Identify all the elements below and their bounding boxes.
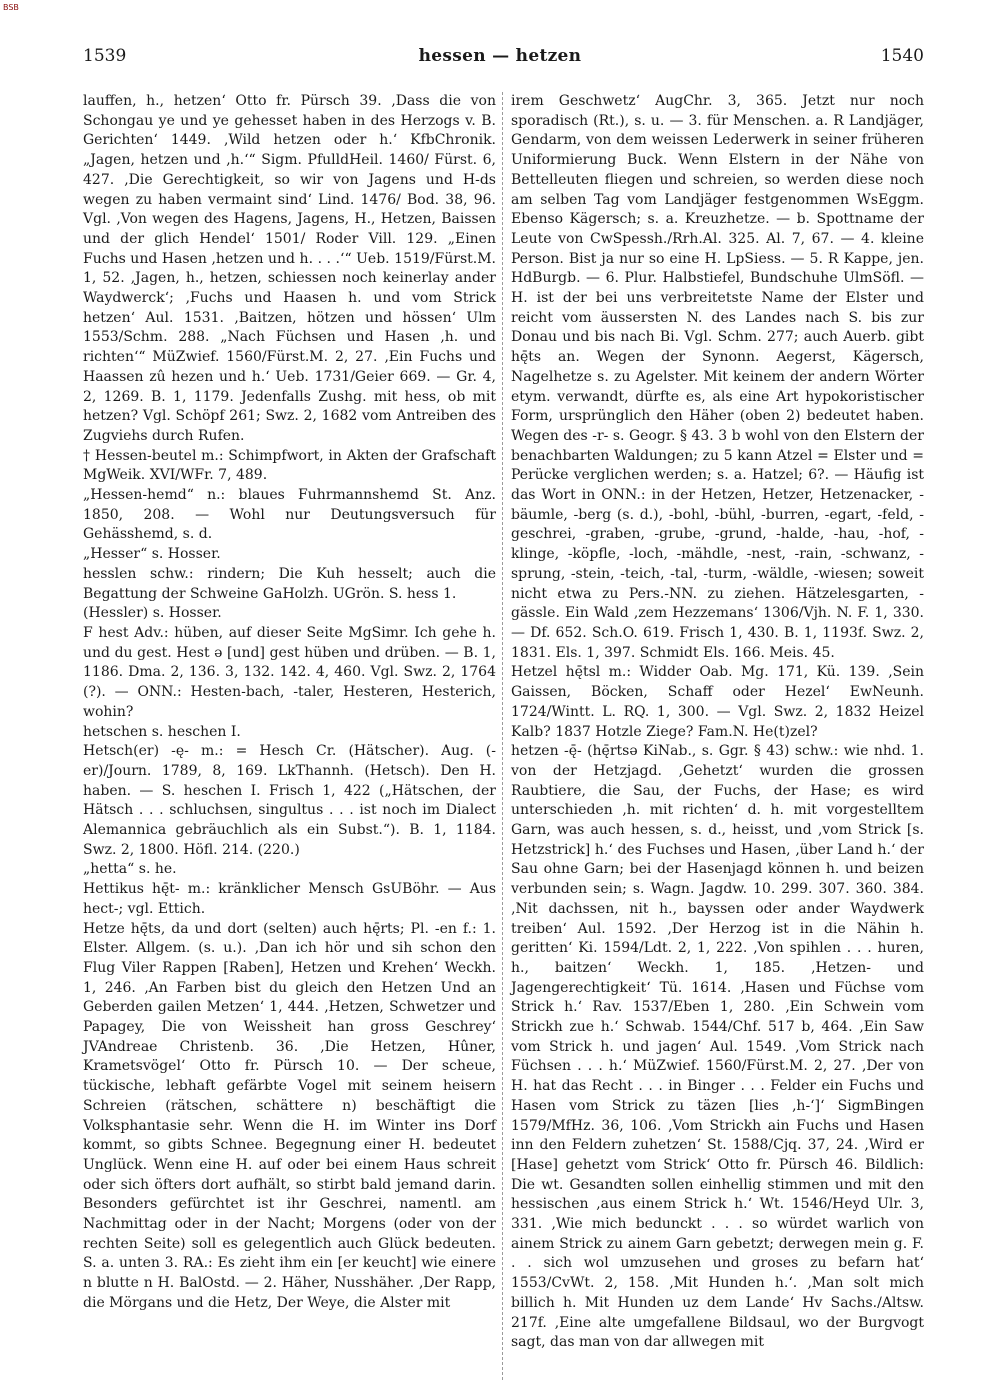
entry-hesser: „Hesser“ s. Hosser.	[83, 546, 221, 563]
entry-hetta: „hetta“ s. he.	[83, 861, 177, 878]
entry-hetze: Hetze hę̄ts, da und dort (selten) auch hę̄rts; Pl. -en f.: 1. Elster. Allgem. (s. u.). ‚Dan ich hör und sih schon den Flug Viler Rappen [Raben], Hetzen und Krehen‘ Weckh. 1, 246. ‚An Farben bist du gleich den Hetzen Und an Geberden gailen Metzen‘ 1, 444. ‚Hetzen, Schwetzer und Papagey, Die von Weissheit han gross Geschrey‘ JVAndreae Christenb. 36. ‚Die Hetzen, Hûner, Krametsvögel‘ Otto fr. Pürsch 10. — Der scheue, tückische, lebhaft gefärbte Vogel mit seinem heisern Schreien (rätschen, schättere n) beschäftigt die Volksphantasie sehr. Wenn die H. im Winter ins Dorf kommt, so gibts Schnee. Begegnung einer H. bedeutet Unglück. Wenn eine H. auf oder bei einem Haus schreit oder sich öfters dort aufhält, so stirbt bald jemand darin. Besonders gefürchtet ist ihr Geschrei, namentl. am Nachmittag oder in der Nacht; Morgens (oder von der rechten Seite) soll es gelegentlich auch Glück bedeuten. S. a. unten 3. RA.: Es zieht ihm ein [er keucht] wie einere n blutte n H. BalOstd. — 2. Häher, Nusshäher. ‚Der Rapp, die Mörgans und die Hetz, Der Weye, die Alster mit	[83, 920, 496, 1311]
entry-hetzel: Hetzel hę̄tsl m.: Widder Oab. Mg. 171, Kü. 139. ‚Sein Gaissen, Böcken, Schaff oder Hezel‘ EwNeunh. 1724/Wintt. L. RQ. 1, 300. — Vgl. Swz. 2, 1832 Heizel Kalb? 1837 Hotzle Ziege? Fam.N. He(t)zel?	[511, 664, 924, 740]
left-column	[83, 92, 496, 1314]
entry-hessler: (Hessler) s. Hosser.	[83, 605, 222, 622]
entry-hessen-hemd: „Hessen-hemd“ n.: blaues Fuhrmannshemd St. Anz. 1850, 208. — Wohl nur Deutungsversuch für Gehässhemd, s. d.	[83, 487, 496, 543]
entry-hessen-continued: lauffen, h., hetzen‘ Otto fr. Pürsch 39. ‚Dass die von Schongau ye und ye gehesset haben in des Herzogs v. B. Gerichten‘ 1449. ‚Wild hetzen oder h.‘ KfbChronik. „Jagen, hetzen und ‚h.‘“ Sigm. PfulldHeil. 1460/ Fürst. 6, 427. ‚Die Gerechtigkeit, so wir von Jagens und H-ds wegen zu haben vermaint sind‘ Lind. 1476/ Bod. 38, 96. Vgl. ‚Von wegen des Hagens, Jagens, H., Hetzen, Baissen und der glich Hendel‘ 1501/ Roder Vill. 129. „Einen Fuchs und Hasen ‚hetzen und h. . . .‘“ Ueb. 1519/Fürst.M. 1, 52. ‚Jagen, h., hetzen, schiessen noch keinerlay ander Waydwerck‘; ‚Fuchs und Haasen h. und vom Strick hetzen‘ Aul. 1531. ‚Baitzen, hötzen und hössen‘ Ulm 1553/Schm. 288. „Nach Füchsen und Hasen ‚h. und richten‘“ MüZwief. 1560/Fürst.M. 2, 27. ‚Ein Fuchs und Haassen zû hezen und h.‘ Ueb. 1731/Geier 669. — Gr. 4, 2, 1269. B. 1, 1179. Jedenfalls Zushg. mit hess, ob mit hetzen? Vgl. Schöpf 261; Swz. 2, 1682 vom Antreiben des Zugviehs durch Rufen.	[83, 93, 496, 444]
entry-hetzen: hetzen -ę̄- (hę̄rtsə KiNab., s. Ggr. § 43) schw.: wie nhd. 1. von der Hetzjagd. ‚Gehetzt‘ wurden die grossen Raubtiere, die Sau, der Fuchs, der Hase; es wird unterschieden ‚h. mit richten‘ d. h. mit vorgestelltem Garn, was auch hessen, s. d., heisst, und ‚vom Strick [s. Hetzstrick] h.‘ des Fuchses und Hasen, ‚über Land h.‘ der Sau ohne Garn; bei der Hasenjagd können h. und beizen verbunden sein; s. Wagn. Jagdw. 10. 299. 307. 360. 384. ‚Nit dachssen, nit h., bayssen oder ander Waydwerk treiben‘ Aul. 1592. ‚Der Herzog ist in die Nähin h. geritten‘ Ki. 1594/Ldt. 2, 1, 222. ‚Von spihlen . . . huren, h., baitzen‘ Weckh. 1, 185. ‚Hetzen- und Jagengerechtigkeit‘ Tü. 1614. ‚Hasen und Füchse vom Strick h.‘ Rav. 1537/Eben 1, 280. ‚Ein Schwein vom Strickh zue h.‘ Schwab. 1544/Chf. 517 b, 464. ‚Ein Saw vom Strick h. und jagen‘ Aul. 1549. ‚Vom Strick nach Füchsen . . . h.‘ MüZwief. 1560/Fürst.M. 2, 27. ‚Der von H. hat das Recht . . . in Binger . . . Felder ein Fuchs und Hasen vom Strick zu täzen [lies ‚h-‘]‘ SigmBingen 1579/MfHz. 36, 106. ‚Vom Strickh ain Fuchs und Hasen inn den Feldern zuhetzen‘ St. 1588/Cjq. 37, 24. ‚Wird er [Hase] gehetzt vom Strick‘ Otto fr. Pürsch 46. Bildlich: Die wt. Gesandten sollen einhellig stimmen und mit den hessischen ‚aus einem Strick h.‘ Wt. 1546/Heyd Ulr. 3, 331. ‚Wie mich bedunckt . . . so würdet warlich von ainem Strick zu ainem Garn gebetzt; derwegen mein g. F. . . sich wol umzusehen und groses zu befarn hat‘ 1553/CvWt. 2, 158. ‚Mit Hunden h.‘. ‚Man solt mich billich h. Mit Hunden uz dem Lande‘ Hv Sachs./Altsw. 217f. ‚Eine alte umgefallene Bildsaul, wo der Burgvogt sagt, das man von dar allwegen mit	[511, 743, 924, 1351]
page-number-left: 1539	[83, 46, 127, 66]
page-number-right: 1540	[880, 46, 924, 66]
column-divider	[502, 92, 503, 1380]
entry-hest: F hest Adv.: hüben, auf dieser Seite MgSimr. Ich gehe h. und du gest. Hest ə [und] gest hüben und drüben. — B. 1, 1186. Dma. 2, 136. 3, 132. 142. 4, 460. Vgl. Swz. 2, 1764 (?). — ONN.: Hesten-bach, -taler, Hesteren, Hesterich, wohin?	[83, 624, 496, 720]
entry-hesslen: hesslen schw.: rindern; Die Kuh hesselt; auch die Begattung der Schweine GaHolzh. UGrön. S. hess 1.	[83, 565, 496, 602]
entry-hetscher: Hetsch(er) -ę- m.: = Hesch Cr. (Hätscher). Aug. (-er)/Journ. 1789, 8, 169. LkThannh. (Hetsch). Den H. haben. — S. heschen I. Frisch 1, 422 („Hätschen, der Hätsch . . . schluchsen, singultus . . . ist noch im Dialect Alemannica gebräuchlich als ein Subst.“). B. 1, 1184. Swz. 2, 1800. Höfl. 214. (220.)	[83, 743, 496, 858]
entry-hetschen: hetschen s. heschen I.	[83, 723, 241, 740]
right-column	[511, 92, 924, 1353]
running-headwords: hessen — hetzen	[418, 46, 582, 66]
entry-hessen-beutel: † Hessen-beutel m.: Schimpfwort, in Akten der Grafschaft MgWeik. XVI/WFr. 7, 489.	[83, 447, 496, 484]
entry-hettikus: Hettikus hę̄t- m.: kränklicher Mensch GsUBöhr. — Aus hect-; vgl. Ettich.	[83, 881, 496, 917]
entry-hetze-continued: irem Geschwetz‘ AugChr. 3, 365. Jetzt nur noch sporadisch (Rt.), s. u. — 3. für Menschen. a. R Landjäger, Gendarm, von dem weissen Lederwerk in seiner früheren Uniformierung Buck. Wenn Elstern in der Nähe von Bettelleuten fliegen und schreien, so werden diese noch am selben Tag vom Landjäger festgenommen WsEggm. Ebenso Kägersch; s. a. Kreuzhetze. — b. Spottname der Leute von CwSpessh./Rrh.Al. 325. Al. 7, 67. — 4. kleine Person. Bist ja nur so eine H. LpSiess. — 5. R Kappe, jen. HdBurgb. — 6. Plur. Halbstiefel, Bundschuhe UlmSöfl. — H. ist der bei uns verbreitetste Name der Elster und reicht vom äussersten N. des Landes nach S. bis zur Donau und bis nach Bi. Vgl. Schm. 277; auch Auerb. gibt hę̄ts an. Wegen der Synonn. Aegerst, Kägersch, Nagelhetze s. zu Agelster. Mit keinem der andern Wörter etym. verwandt, dürfte es, als eine Art hypokoristischer Form, ursprünglich den Häher (oben 2) bedeutet haben. Wegen des -r- s. Geogr. § 43. 3 b wohl von den Elstern der benachbarten Waldungen; zu 5 kann Atzel = Elster und = Perücke verglichen werden; s. a. Hatzel; 6?. — Häufig ist das Wort in ONN.: in der Hetzen, Hetzer, Hetzenacker, -bäumle, -berg (s. d.), -bohl, -bühl, -burren, -egart, -feld, -geschrei, -graben, -grube, -grund, -halde, -hau, -hof, -klinge, -köpfle, -loch, -mähdle, -nest, -rain, -schwanz, -sprung, -stein, -teich, -tal, -turm, -wäldle, -wiesen; soweit nicht etwa zu Pers.-NN. zu ziehen. Hätzelesgarten, -gässle. Ein Wald ‚zem Hezzemans‘ 1306/Vjh. N. F. 1, 330. — Df. 652. Sch.O. 619. Frisch 1, 430. B. 1, 1193f. Swz. 2, 1831. Els. 1, 397. Schmidt Els. 166. Meis. 45.	[511, 93, 924, 661]
library-stamp: BSB	[3, 3, 19, 12]
